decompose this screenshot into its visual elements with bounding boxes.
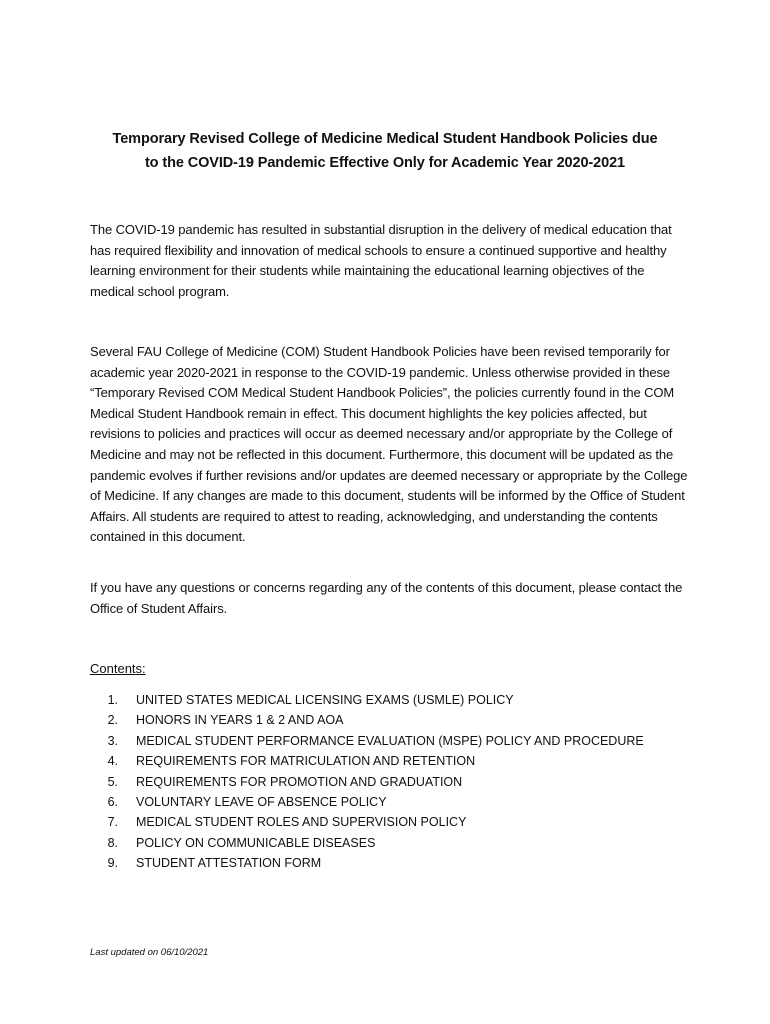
contents-item-number: 3. bbox=[107, 733, 118, 748]
contents-item bbox=[90, 690, 690, 710]
contents-item-number: 4. bbox=[107, 754, 118, 769]
policy-revision-paragraph: Several FAU College of Medicine (COM) Student Handbook Policies have been revised temporarily for academic year 2020-2021 in response to the COVID-19 pandemic. Unless otherwise provided in these “Temporary Revised COM Medical Student Handbook Policies”, the policies currently found in the COM Medical Student Handbook remain in effect. This document highlights the key policies affected, but revisions to policies and practices will occur as deemed necessary and/or appropriate by the College of Medicine and may not be reflected in this document. Furthermore, this document will be updated as the pandemic evolves if further revisions and/or updates are deemed necessary or appropriate by the College of Medicine. If any changes are made to this document, students will be informed by the Office of Student Affairs. All students are required to attest to reading, acknowledging, and understanding the contents contained in this document. bbox=[90, 344, 688, 545]
contents-item-label: MEDICAL STUDENT PERFORMANCE EVALUATION (MSPE) POLICY AND PROCEDURE bbox=[136, 733, 644, 748]
contents-item-number: 9. bbox=[107, 856, 118, 871]
contents-item bbox=[90, 812, 690, 832]
contents-item-number: 1. bbox=[107, 693, 118, 707]
contents-item bbox=[90, 710, 690, 730]
contents-item-label: REQUIREMENTS FOR PROMOTION AND GRADUATION bbox=[136, 774, 463, 789]
title-line-2: to the COVID-19 Pandemic Effective Only for Academic Year 2020-2021 bbox=[144, 155, 626, 171]
contents-item-label: HONORS IN YEARS 1 & 2 AND AOA bbox=[136, 713, 344, 728]
last-updated-footer: Last updated on 06/10/2021 bbox=[90, 947, 209, 958]
contents-item-label: STUDENT ATTESTATION FORM bbox=[136, 856, 322, 871]
contents-item-number: 6. bbox=[107, 794, 118, 809]
contents-item bbox=[90, 751, 690, 771]
contact-paragraph: If you have any questions or concerns regarding any of the contents of this document, please contact the Office of Student Affairs. bbox=[90, 580, 683, 616]
contents-list bbox=[90, 690, 690, 874]
contents-item bbox=[90, 792, 690, 812]
contents-item bbox=[90, 833, 690, 853]
contents-item-label: UNITED STATES MEDICAL LICENSING EXAMS (USMLE) POLICY bbox=[136, 693, 514, 707]
contents-item-label: VOLUNTARY LEAVE OF ABSENCE POLICY bbox=[136, 794, 387, 809]
contents-item bbox=[90, 772, 690, 792]
title-line-1: Temporary Revised College of Medicine Medical Student Handbook Policies due bbox=[112, 131, 658, 147]
contents-item-label: MEDICAL STUDENT ROLES AND SUPERVISION POLICY bbox=[136, 815, 467, 830]
contents-item bbox=[90, 731, 690, 751]
intro-paragraph: The COVID-19 pandemic has resulted in substantial disruption in the delivery of medical education that has required flexibility and innovation of medical schools to ensure a continued supportive and healthy learning environment for their students while maintaining the educational learning objectives of the medical school program. bbox=[90, 222, 672, 299]
contents-item bbox=[90, 853, 690, 873]
contents-item-number: 5. bbox=[107, 774, 118, 789]
contents-item-label: POLICY ON COMMUNICABLE DISEASES bbox=[136, 835, 376, 850]
contents-item-number: 8. bbox=[107, 835, 118, 850]
contents-item-number: 7. bbox=[107, 815, 118, 830]
document-title bbox=[70, 127, 700, 175]
contents-heading: Contents: bbox=[90, 661, 146, 676]
contents-item-label: REQUIREMENTS FOR MATRICULATION AND RETENTION bbox=[136, 754, 476, 769]
contents-item-number: 2. bbox=[107, 713, 118, 728]
